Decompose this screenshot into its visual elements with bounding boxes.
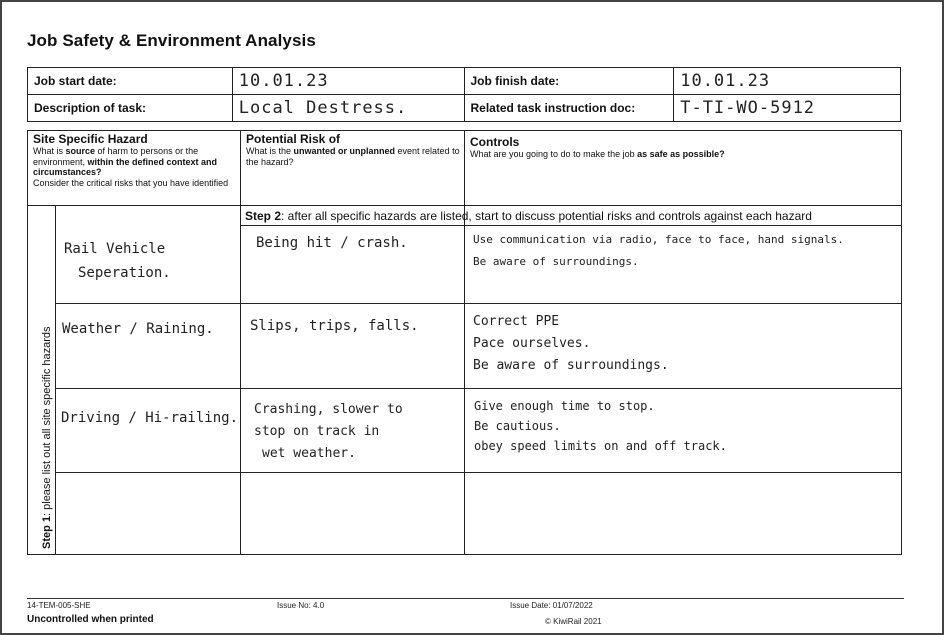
document-title: Job Safety & Environment Analysis — [27, 31, 316, 50]
hazard-line: Weather / Raining. — [62, 321, 214, 337]
controls-line: obey speed limits on and off track. — [474, 439, 727, 453]
hazard-analysis-table — [27, 130, 902, 555]
risk-line: wet weather. — [262, 446, 356, 461]
description-value: Local Destress. — [238, 98, 408, 118]
controls-line: Be aware of surroundings. — [473, 358, 669, 373]
row-divider — [55, 472, 901, 473]
description-label: Description of task: — [28, 95, 233, 122]
row-divider — [55, 303, 901, 304]
job-start-date-label: Job start date: — [28, 68, 233, 95]
hazard-entry[interactable] — [64, 237, 171, 285]
doc-code: 14-TEM-005-SHE — [27, 601, 91, 610]
hazard-desc-bold: source — [65, 146, 96, 156]
controls-line: Give enough time to stop. — [474, 399, 655, 413]
hazard-entry[interactable] — [62, 317, 214, 341]
step1-divider — [55, 205, 56, 554]
controls-entry[interactable] — [473, 311, 669, 377]
column-divider — [240, 131, 241, 554]
step2-divider — [240, 225, 901, 226]
hazard-line: Rail Vehicle — [64, 241, 166, 257]
issue-date: Issue Date: 01/07/2022 — [510, 601, 593, 610]
related-doc-value: T-TI-WO-5912 — [680, 98, 816, 118]
hazard-entry[interactable] — [61, 406, 238, 430]
uncontrolled-notice: Uncontrolled when printed — [27, 614, 154, 625]
controls-column-header — [470, 136, 890, 160]
controls-column-title: Controls — [470, 135, 520, 149]
description-field[interactable] — [232, 95, 464, 122]
step1-instruction — [41, 326, 53, 549]
copyright: © KiwiRail 2021 — [545, 617, 602, 626]
risk-line: stop on track in — [254, 424, 380, 439]
risk-line: Being hit / crash. — [256, 235, 408, 251]
job-finish-date-label: Job finish date: — [464, 68, 674, 95]
hazard-desc-text: What is — [33, 146, 66, 156]
controls-entry[interactable] — [473, 229, 844, 273]
issue-number: Issue No: 4.0 — [277, 601, 325, 610]
risk-entry[interactable] — [256, 231, 408, 255]
job-details-table — [27, 67, 901, 122]
step1-text: : please list out all site specific hazards — [41, 326, 53, 516]
step2-instruction — [245, 209, 812, 223]
job-finish-date-value: 10.01.23 — [680, 71, 771, 91]
controls-entry[interactable] — [474, 396, 727, 456]
related-doc-label: Related task instruction doc: — [464, 95, 674, 122]
controls-line: Correct PPE — [473, 314, 560, 329]
task-description-row — [28, 95, 901, 122]
controls-line: Use communication via radio, face to face, hand signals. — [473, 233, 844, 246]
job-start-date-field[interactable] — [232, 68, 464, 95]
job-dates-row — [28, 68, 901, 95]
hazard-desc-text: of harm to persons or the environment, — [33, 146, 199, 167]
controls-desc-text: What are you going to do to make the job — [470, 149, 638, 159]
risk-desc-text: event related to the hazard? — [246, 146, 460, 167]
footer-divider — [27, 598, 904, 599]
controls-line: Be aware of surroundings. — [473, 255, 639, 268]
risk-entry[interactable] — [250, 314, 419, 338]
risk-desc-bold: unwanted or unplanned — [293, 146, 396, 156]
related-doc-field[interactable] — [674, 95, 901, 122]
hazard-desc-text: Consider the critical risks that you have identified — [33, 177, 229, 188]
risk-column-title: Potential Risk of — [246, 132, 341, 146]
step2-label: Step 2 — [245, 209, 282, 223]
row-divider — [55, 388, 901, 389]
hazard-column-title: Site Specific Hazard — [33, 132, 148, 146]
controls-line: Pace ourselves. — [473, 336, 591, 351]
header-divider — [28, 205, 901, 206]
hazard-desc-bold: within the defined context and circumstances? — [33, 156, 218, 177]
controls-desc-bold: as safe as possible? — [637, 149, 725, 159]
step1-label: Step 1 — [41, 515, 53, 549]
column-divider — [464, 131, 465, 554]
risk-line: Crashing, slower to — [254, 402, 403, 417]
risk-line: Slips, trips, falls. — [250, 318, 419, 334]
hazard-column-header — [33, 133, 238, 188]
hazard-line: Seperation. — [78, 265, 171, 281]
controls-line: Be cautious. — [474, 419, 561, 433]
job-finish-date-field[interactable] — [674, 68, 901, 95]
risk-desc-text: What is the — [246, 146, 294, 156]
step2-text: : after all specific hazards are listed, start to discuss potential risks and controls against each hazard — [281, 209, 812, 223]
job-start-date-value: 10.01.23 — [238, 71, 329, 91]
hazard-line: Driving / Hi-railing. — [61, 410, 239, 426]
risk-column-header — [246, 133, 461, 167]
risk-entry[interactable] — [254, 399, 403, 465]
